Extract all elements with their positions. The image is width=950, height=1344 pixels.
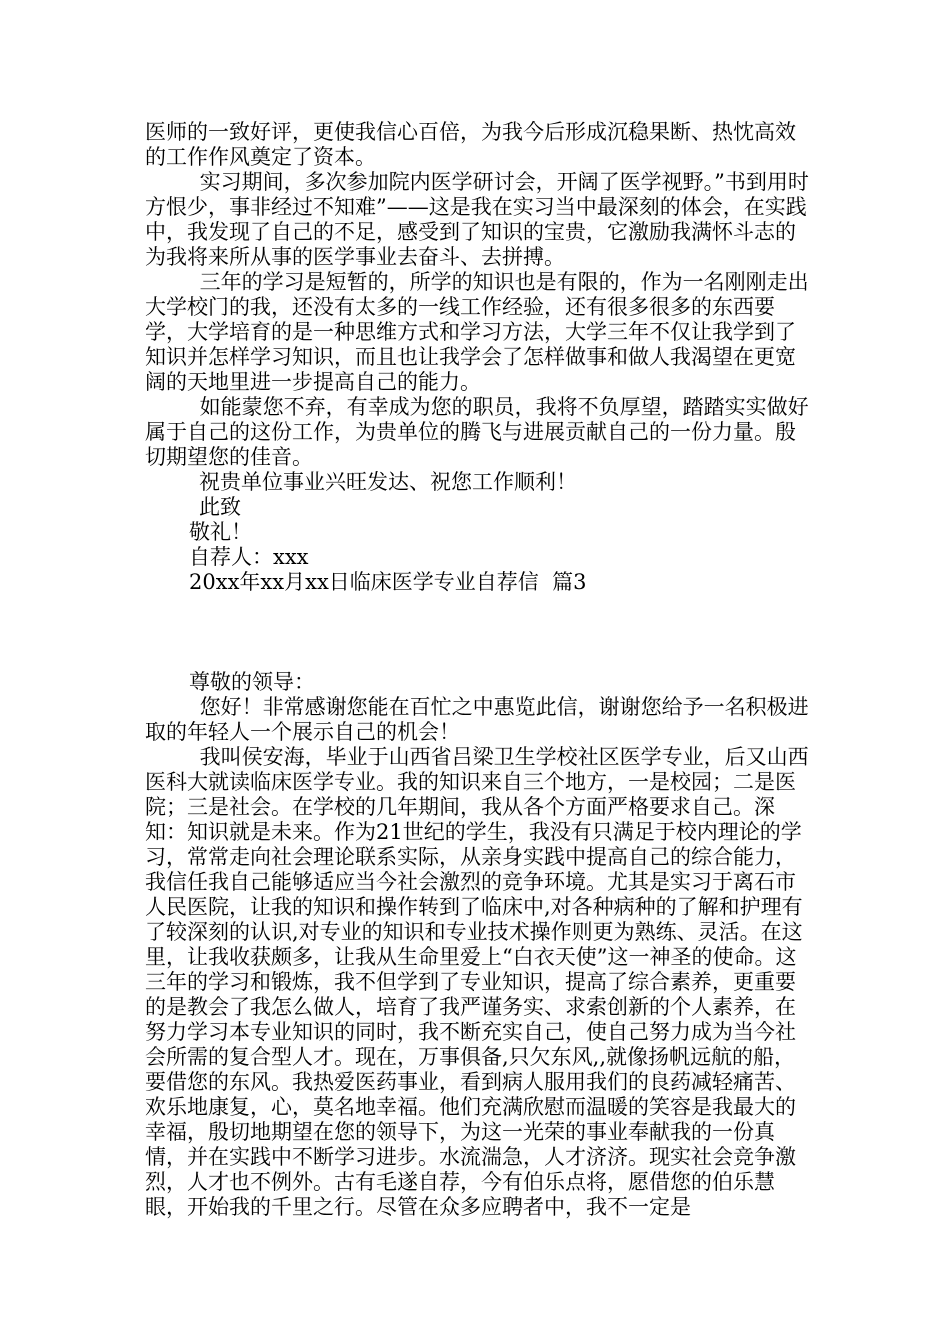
paragraph-internship: 实习期间，多次参加院内医学研讨会，开阔了医学视野。”书到用时方恨少，事非经过不知难”——这是我在实习当中最深刻的体会，在实践中，我发现了自己的不足，感受到了知识的宝贵，它激励我满怀斗志的为我将来所从事的医学事业去奋斗、去拼搏。 <box>145 170 809 269</box>
signature-line: 自荐人：xxx <box>189 545 309 569</box>
paragraph-continued: 医师的一致好评，更使我信心百倍，为我今后形成沉稳果断、热忱高效的工作作风奠定了资本。 <box>145 120 796 169</box>
section-spacer <box>145 595 810 670</box>
paragraph-three-years: 三年的学习是短暂的，所学的知识也是有限的，作为一名刚刚走出大学校门的我，还没有太多的一线工作经验，还有很多很多的东西要学，大学培育的是一种思维方式和学习方法，大学三年不仅让我学到了知识并怎样学习知识，而且也让我学会了怎样做事和做人我渴望在更宽阔的天地里进一步提高自己的能力。 <box>145 270 809 394</box>
closing-line-2: 敬礼！ <box>189 520 252 544</box>
greeting-paragraph: 您好！非常感谢您能在百忙之中惠览此信，谢谢您给予一名积极进取的年轻人一个展示自己的机会！ <box>145 695 809 744</box>
salutation: 尊敬的领导： <box>189 670 315 694</box>
closing-line-1: 此致 <box>199 495 241 519</box>
body-paragraph: 我叫侯安海，毕业于山西省吕梁卫生学校社区医学专业，后又山西医科大就读临床医学专业。我的知识来自三个地方，一是校园；二是医院；三是社会。在学校的几年期间，我从各个方面严格要求自己。深知：知识就是未来。作为21世纪的学生，我没有只满足于校内理论的学习，常常走向社会理论联系实际，从亲身实践中提高自己的综合能力，我信任我自己能够适应当今社会激烈的竞争环境。尤其是实习于离石市人民医院，让我的知识和操作转到了临床中,对各种病种的了解和护理有了较深刻的认识,对专业的知识和专业技术操作则更为熟练、灵活。在这里，让我收获颇多，让我从生命里爱上“白衣天使”这一神圣的使命。这三年的学习和锻炼，我不但学到了专业知识，提高了综合素养，更重要的是教会了我怎么做人，培育了我严谨务实、求索创新的个人素养，在努力学习本专业知识的同时，我不断充实自己，使自己努力成为当今社会所需的复合型人才。现在，万事俱备,只欠东风,,就像扬帆远航的船，要借您的东风。我热爱医药事业，看到病人服用我们的良药减轻痛苦、欢乐地康复，心，莫名地幸福。他们充满欣慰而温暖的笑容是我最大的幸福，殷切地期望在您的领导下，为这一光荣的事业奉献我的一份真情，并在实践中不断学习进步。水流湍急，人才济济。现实社会竞争激烈，人才也不例外。古有毛遂自荐，今有伯乐点将，愿借您的伯乐慧眼，开始我的千里之行。尽管在众多应聘者中，我不一定是 <box>145 745 809 1219</box>
date-and-next-title: 20xx年xx月xx日临床医学专业自荐信 篇3 <box>189 570 587 594</box>
wishes-line: 祝贵单位事业兴旺发达、祝您工作顺利！ <box>199 470 577 494</box>
letter-body <box>145 120 810 1220</box>
paragraph-request: 如能蒙您不弃，有幸成为您的职员，我将不负厚望，踏踏实实做好属于自己的这份工作，为贵单位的腾飞与进展贡献自己的一份力量。殷切期望您的佳音。 <box>145 395 809 469</box>
